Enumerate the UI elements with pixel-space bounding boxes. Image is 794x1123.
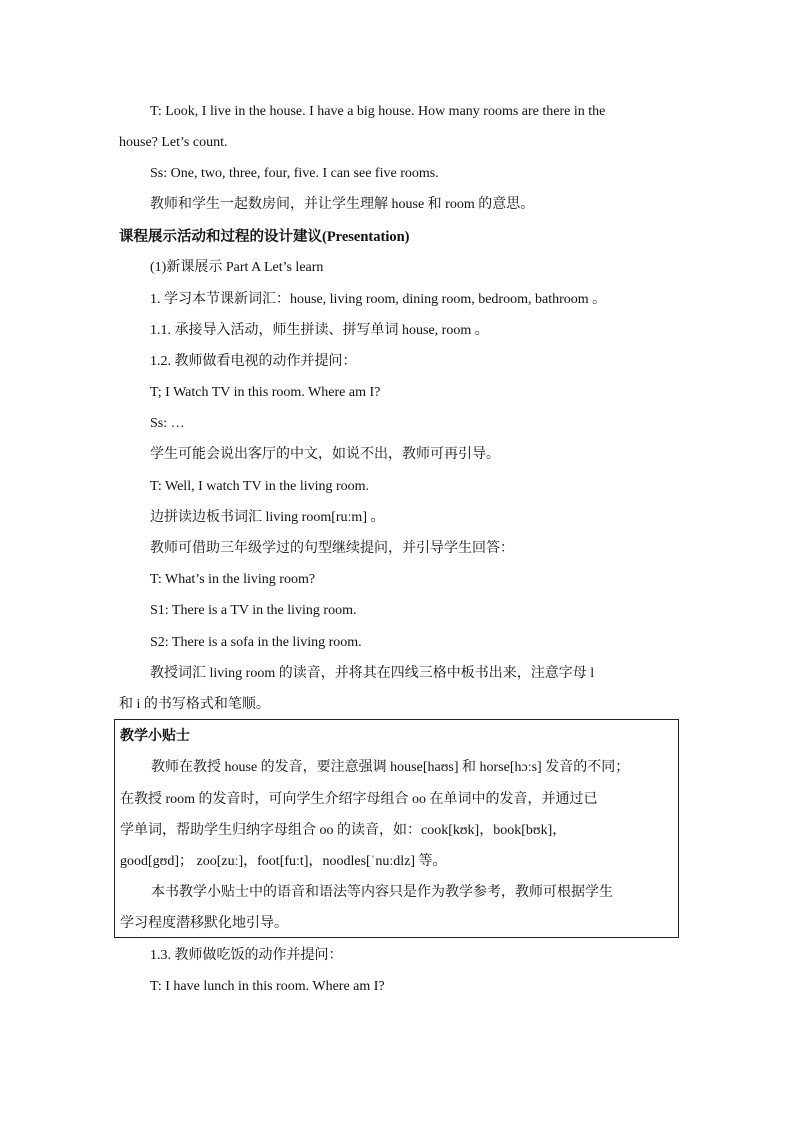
section-heading: 课程展示活动和过程的设计建议(Presentation): [119, 229, 410, 245]
tip-line: 教师在教授 house 的发音，要注意强调 house[haʊs] 和 horse[hɔːs] 发音的不同；: [151, 760, 630, 775]
paragraph-line: 学生可能会说出客厅的中文，如说不出，教师可再引导。: [150, 447, 500, 462]
dialogue-line: Ss: One, two, three, four, five. I can see five rooms.: [150, 166, 439, 181]
dialogue-line: T; I Watch TV in this room. Where am I?: [150, 385, 381, 400]
paragraph-line: 和 i 的书写格式和笔顺。: [119, 697, 270, 712]
paragraph-line: 1.1. 承接导入活动，师生拼读、拼写单词 house, room 。: [150, 323, 489, 338]
dialogue-line: T: I have lunch in this room. Where am I?: [150, 979, 385, 994]
paragraph-line: 教师和学生一起数房间，并让学生理解 house 和 room 的意思。: [150, 197, 535, 212]
dialogue-line: T: Well, I watch TV in the living room.: [150, 479, 370, 494]
tip-line: good[gʊd]； zoo[zuː]，foot[fuːt]，noodles[ˈnuːdlz] 等。: [120, 854, 447, 869]
tip-line: 学习程度潜移默化地引导。: [120, 916, 288, 931]
teaching-tip-box: [114, 719, 679, 938]
tip-line: 在教授 room 的发音时，可向学生介绍字母组合 oo 在单词中的发音，并通过已: [120, 792, 598, 807]
paragraph-line: 1.2. 教师做看电视的动作并提问：: [150, 354, 357, 369]
paragraph-line: 1. 学习本节课新词汇：house, living room, dining room, bedroom, bathroom 。: [150, 292, 607, 307]
paragraph-line: 1.3. 教师做吃饭的动作并提问：: [150, 948, 343, 963]
paragraph-line: 边拼读边板书词汇 living room[ruːm] 。: [150, 510, 385, 525]
tip-title: 教学小贴士: [120, 729, 190, 744]
dialogue-line: house? Let’s count.: [119, 135, 228, 150]
dialogue-line: S2: There is a sofa in the living room.: [150, 635, 362, 650]
paragraph-line: 教授词汇 living room 的读音，并将其在四线三格中板书出来，注意字母 l: [150, 666, 595, 681]
paragraph-line: 教师可借助三年级学过的句型继续提问，并引导学生回答：: [150, 541, 514, 556]
dialogue-line: T: Look, I live in the house. I have a big house. How many rooms are there in the: [150, 104, 606, 119]
paragraph-line: (1)新课展示 Part A Let’s learn: [150, 260, 324, 275]
dialogue-line: S1: There is a TV in the living room.: [150, 603, 357, 618]
tip-line: 学单词，帮助学生归纳字母组合 oo 的读音，如：cook[kʊk]，book[bʊk]，: [120, 823, 567, 838]
tip-line: 本书教学小贴士中的语音和语法等内容只是作为教学参考，教师可根据学生: [151, 885, 613, 900]
dialogue-line: T: What’s in the living room?: [150, 572, 316, 587]
dialogue-line: Ss: …: [150, 416, 185, 431]
